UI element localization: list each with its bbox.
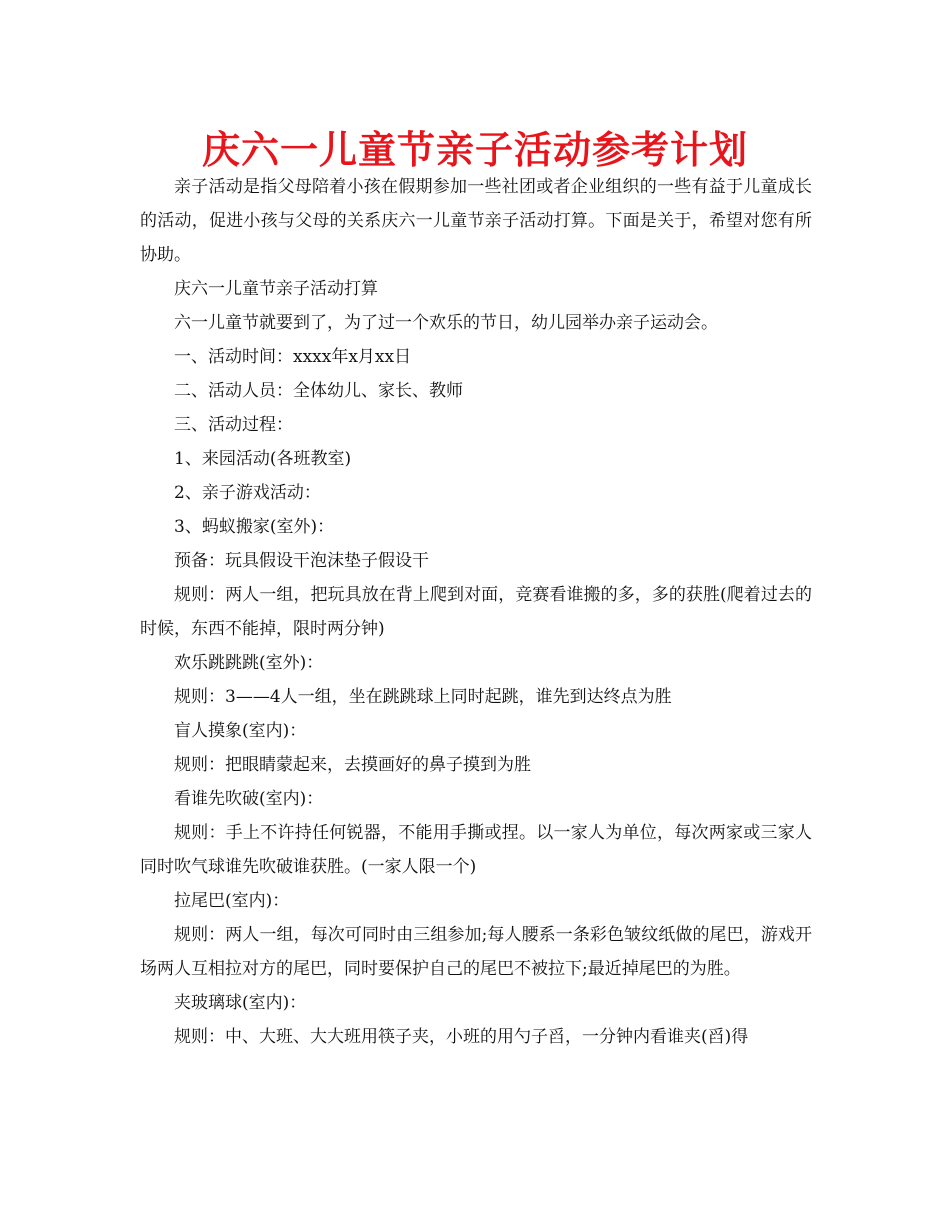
paragraph-tail-rules: 规则：两人一组，每次可同时由三组参加;每人腰系一条彩色皱纹纸做的尾巴，游戏开场两人互相拉对方的尾巴，同时要保护自己的尾巴不被拉下;最近掉尾巴的为胜。 bbox=[140, 925, 812, 979]
paragraph-preparation: 预备：玩具假设干泡沫垫子假设干 bbox=[174, 551, 429, 571]
paragraph-ant-rules: 规则：两人一组，把玩具放在背上爬到对面，竞赛看谁搬的多，多的获胜(爬着过去的时候，东西不能掉，限时两分钟) bbox=[140, 585, 812, 639]
document-body bbox=[140, 170, 812, 1054]
paragraph-activity-time: 一、活动时间：xxxx年x月xx日 bbox=[174, 347, 412, 367]
paragraph-elephant-heading: 盲人摸象(室内)： bbox=[174, 721, 307, 741]
paragraph-step-1: 1、来园活动(各班教室) bbox=[174, 449, 352, 469]
paragraph-overview: 六一儿童节就要到了，为了过一个欢乐的节日，幼儿园举办亲子运动会。 bbox=[174, 313, 718, 333]
paragraph-marble-rules: 规则：中、大班、大大班用筷子夹，小班的用勺子舀，一分钟内看谁夹(舀)得 bbox=[174, 1027, 749, 1047]
paragraph-step-3: 3、蚂蚁搬家(室外)： bbox=[174, 517, 335, 537]
paragraph-marble-heading: 夹玻璃球(室内)： bbox=[174, 993, 307, 1013]
paragraph-balloon-rules: 规则：手上不许持任何锐器，不能用手撕或捏。以一家人为单位，每次两家或三家人同时吹气球谁先吹破谁获胜。(一家人限一个) bbox=[140, 823, 812, 877]
paragraph-jump-rules: 规则：3——4人一组，坐在跳跳球上同时起跳，谁先到达终点为胜 bbox=[174, 687, 672, 707]
paragraph-balloon-heading: 看谁先吹破(室内)： bbox=[174, 789, 324, 809]
document-title: 庆六一儿童节亲子活动参考计划 bbox=[201, 127, 748, 172]
paragraph-participants: 二、活动人员：全体幼儿、家长、教师 bbox=[174, 381, 463, 401]
paragraph-step-2: 2、亲子游戏活动： bbox=[174, 483, 321, 503]
paragraph-jump-heading: 欢乐跳跳跳(室外)： bbox=[174, 653, 324, 673]
paragraph-tail-heading: 拉尾巴(室内)： bbox=[174, 891, 290, 911]
paragraph-elephant-rules: 规则：把眼睛蒙起来，去摸画好的鼻子摸到为胜 bbox=[174, 755, 531, 775]
paragraph-process-heading: 三、活动过程： bbox=[174, 415, 293, 435]
paragraph-intro: 亲子活动是指父母陪着小孩在假期参加一些社团或者企业组织的一些有益于儿童成长的活动，促进小孩与父母的关系庆六一儿童节亲子活动打算。下面是关于，希望对您有所协助。 bbox=[140, 177, 812, 265]
paragraph-plan-heading: 庆六一儿童节亲子活动打算 bbox=[174, 279, 378, 299]
